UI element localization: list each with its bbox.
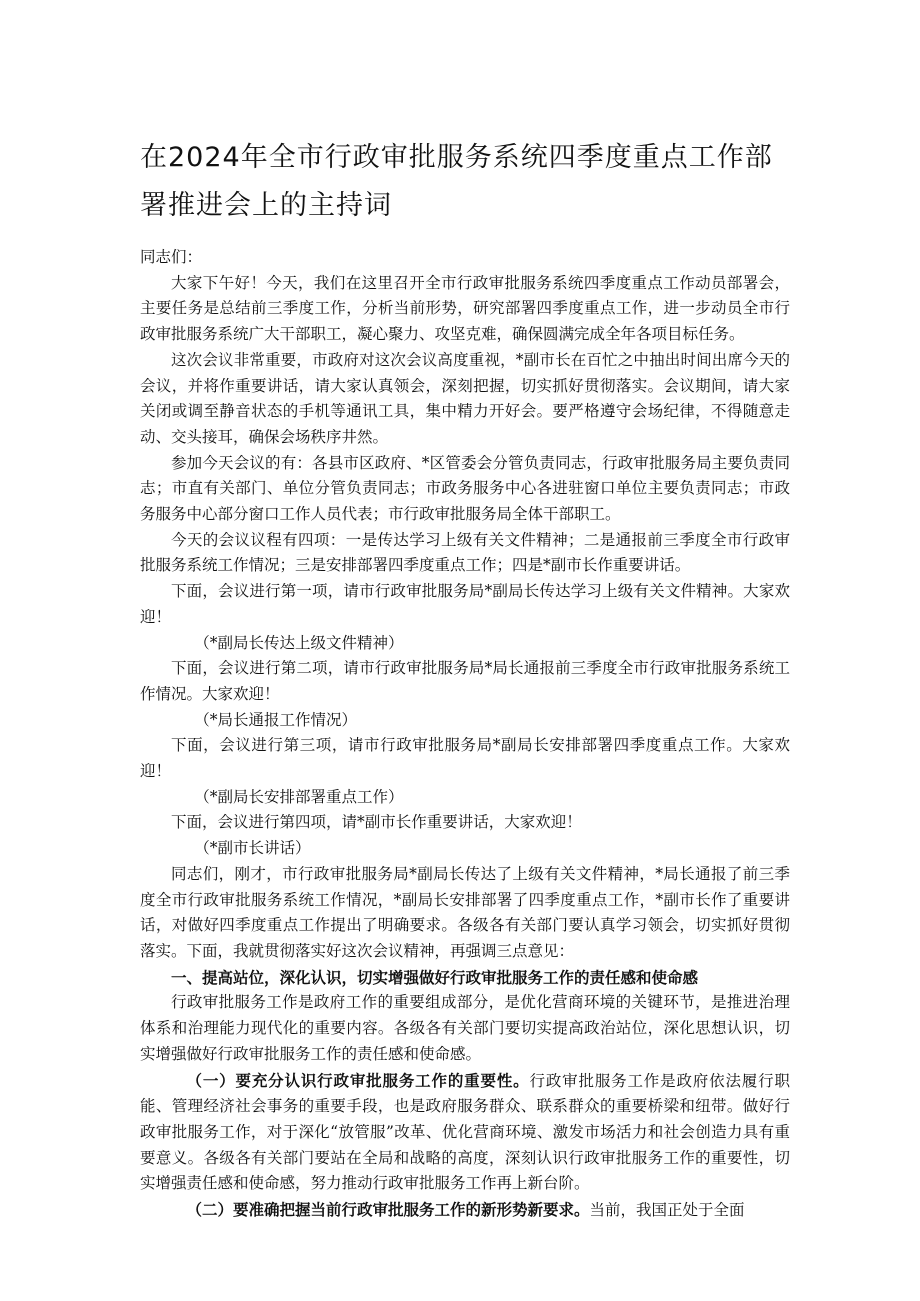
stage-note-one: （*副局长传达上级文件精神） [194,633,404,652]
paragraph-item-one: 下面，会议进行第一项，请市行政审批服务局*副局长传达学习上级有关文件精神。大家欢迎！ [140,582,790,626]
paragraph-section-one: 行政审批服务工作是政府工作的重要组成部分，是优化营商环境的关键环节，是推进治理体系和治理能力现代化的重要内容。各级各有关部门要切实提高政治站位，深化思想认识，切实增强做好行政审批服务工作的责任感和使命感。 [140,993,790,1063]
salutation: 同志们： [140,248,203,266]
paragraph-item-two: 下面，会议进行第二项，请市行政审批服务局*局长通报前三季度全市行政审批服务系统工作情况。大家欢迎！ [140,659,790,703]
paragraph-attendees: 参加今天会议的有：各县市区政府、*区管委会分管负责同志，行政审批服务局主要负责同志；市直有关部门、单位分管负责同志；市政务服务中心各进驻窗口单位主要负责同志；市政务服务中心部分窗口工作人员代表；市行政审批服务局全体干部职工。 [140,453,790,524]
paragraph-summary: 同志们，刚才，市行政审批服务局*副局长传达了上级有关文件精神，*局长通报了前三季度全市行政审批服务系统工作情况，*副局长安排部署了四季度重点工作，*副市长作了重要讲话，对做好四季度重点工作提出了明确要求。各级各有关部门要认真学习领会，切实抓好贯彻落实。下面，我就贯彻落实好这次会议精神，再强调三点意见： [140,864,790,960]
stage-note-four: （*副市长讲话） [194,839,311,858]
stage-note-three: （*副局长安排部署重点工作） [194,787,404,806]
paragraph-opening: 大家下午好！今天，我们在这里召开全市行政审批服务系统四季度重点工作动员部署会，主要任务是总结前三季度工作，分析当前形势，研究部署四季度重点工作，进一步动员全市行政审批服务系统广大干部职工，凝心聚力、攻坚克难，确保圆满完成全年各项目标任务。 [140,273,790,344]
subsection-two [140,1197,790,1224]
paragraph-item-three: 下面，会议进行第三项，请市行政审批服务局*副局长安排部署四季度重点工作。大家欢迎！ [140,736,790,781]
subsection-two-text: 当前，我国正处于全面 [589,1201,745,1220]
subsection-one-text: 行政审批服务工作是政府依法履行职能、管理经济社会事务的重要手段，也是政府服务群众、联系群众的重要桥梁和纽带。做好行政审批服务工作，对于深化“放管服”改革、优化营商环境、激发市场活力和社会创造力具有重要意义。各级各有关部门要站在全局和战略的高度，深刻认识行政审批服务工作的重要性，切实增强责任感和使命感，努力推动行政审批服务工作再上新台阶。 [140,1071,790,1193]
stage-note-two: （*局长通报工作情况） [194,710,358,729]
paragraph-item-four: 下面，会议进行第四项，请*副市长作重要讲话，大家欢迎！ [171,813,582,832]
document-title: 在2024年全市行政审批服务系统四季度重点工作部署推进会上的主持词 [140,142,773,221]
subsection-one [140,1068,790,1198]
paragraph-agenda: 今天的会议议程有四项：一是传达学习上级有关文件精神；二是通报前三季度全市行政审批服务系统工作情况；三是安排部署四季度重点工作；四是*副市长作重要讲话。 [140,530,790,575]
section-heading-one: 一、提高站位，深化认识，切实增强做好行政审批服务工作的责任感和使命感 [171,967,699,987]
subsection-one-heading: （一）要充分认识行政审批服务工作的重要性。 [186,1070,530,1090]
paragraph-importance: 这次会议非常重要，市政府对这次会议高度重视，*副市长在百忙之中抽出时间出席今天的会议，并将作重要讲话，请大家认真领会，深刻把握，切实抓好贯彻落实。会议期间，请大家关闭或调至静音状态的手机等通讯工具，集中精力开好会。要严格遵守会场纪律，不得随意走动、交头接耳，确保会场秩序井然。 [140,350,790,446]
subsection-two-heading: （二）要准确把握当前行政审批服务工作的新形势新要求。 [186,1200,590,1220]
document-body [140,245,790,1224]
